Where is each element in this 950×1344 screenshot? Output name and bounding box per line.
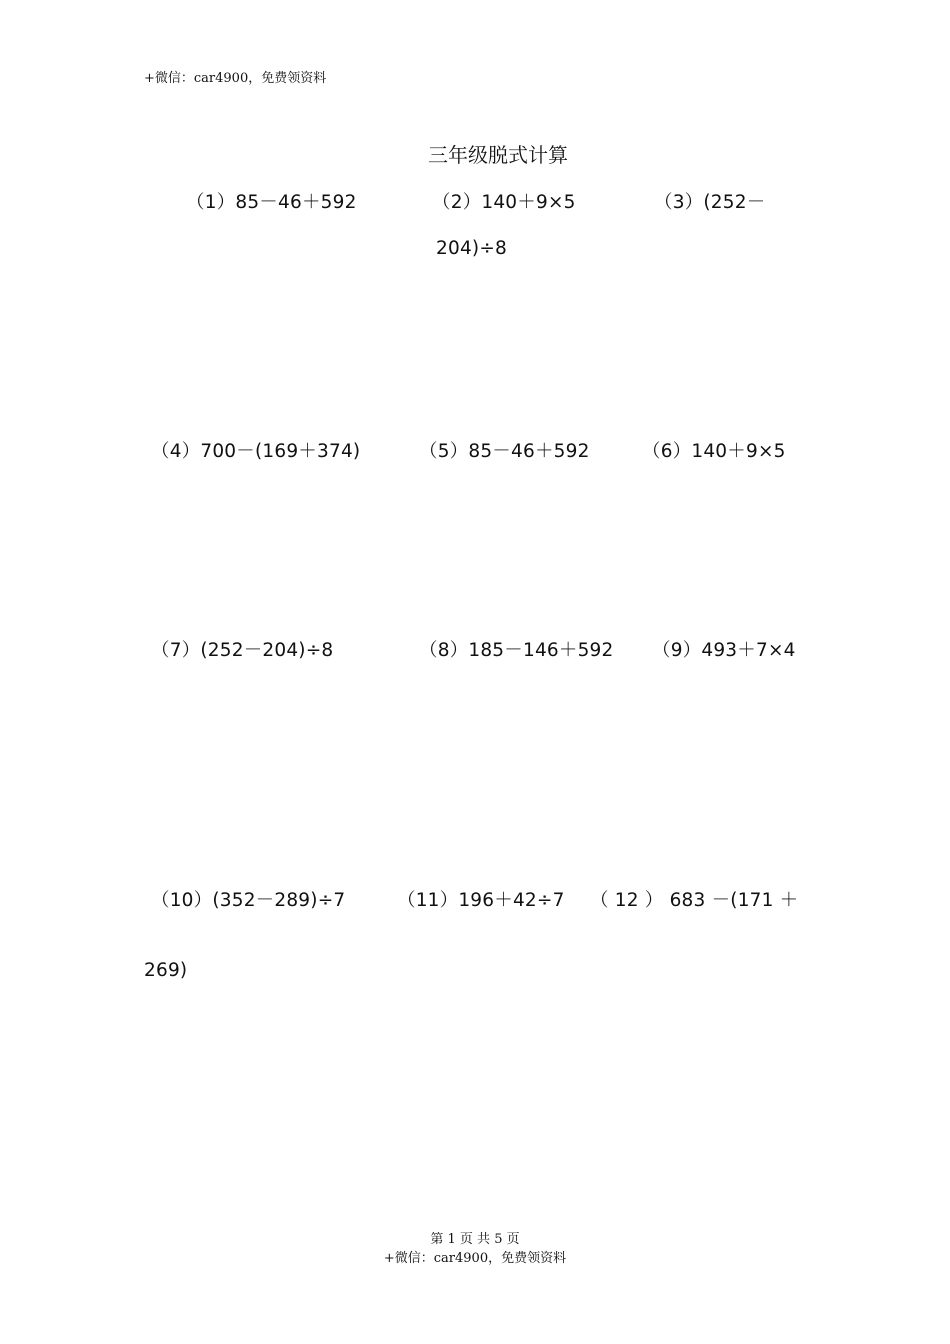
footer-watermark-note: +微信：car4900，免费领资料 xyxy=(383,1251,567,1266)
problem-10: （10）(352－289)÷7 xyxy=(151,890,346,911)
problem-7: （7）(252－204)÷8 xyxy=(151,640,334,661)
problem-3-line-1: （3）(252－ xyxy=(654,192,766,213)
problem-12-line-2: 269) xyxy=(144,960,188,981)
worksheet-title: 三年级脱式计算 xyxy=(428,143,568,167)
problem-2: （2）140＋9×5 xyxy=(432,192,576,213)
problem-5: （5）85－46＋592 xyxy=(419,441,590,462)
problem-11: （11）196＋42÷7 xyxy=(397,890,565,911)
problem-9: （9）493＋7×4 xyxy=(652,640,796,661)
problem-6: （6）140＋9×5 xyxy=(642,441,786,462)
problem-1: （1）85－46＋592 xyxy=(186,192,357,213)
problem-8: （8）185－146＋592 xyxy=(419,640,614,661)
header-watermark-note: +微信：car4900，免费领资料 xyxy=(144,71,327,86)
problem-3-line-2: 204)÷8 xyxy=(436,238,507,259)
problem-4: （4）700－(169＋374) xyxy=(151,441,361,462)
page-number: 第 1 页 共 5 页 xyxy=(430,1232,520,1247)
problem-12-line-1: （ 12 ） 683 －(171 ＋ xyxy=(590,890,799,911)
